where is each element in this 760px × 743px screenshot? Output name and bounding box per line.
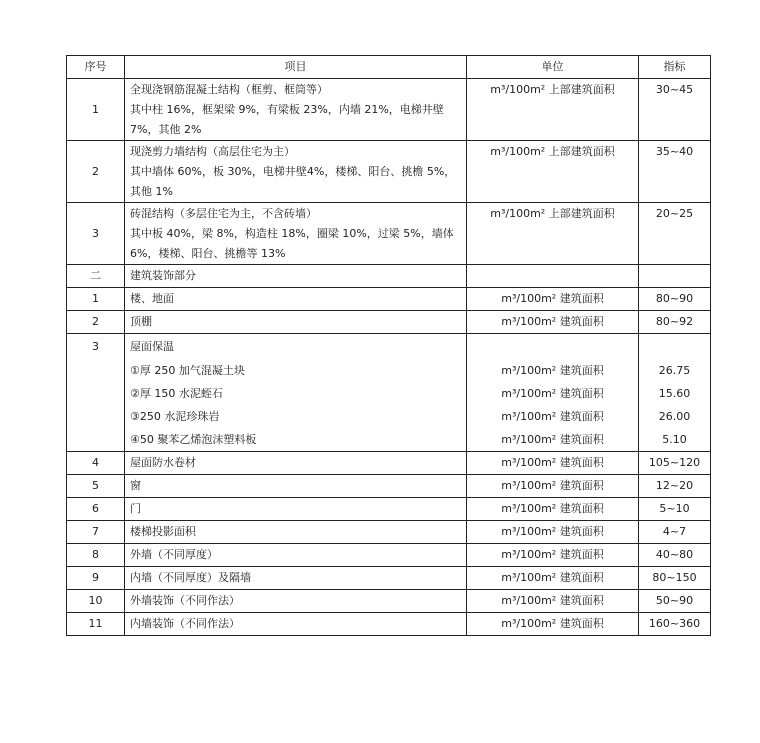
table-row [67, 475, 711, 498]
row-value: 80~90 [639, 288, 711, 311]
header-item: 项目 [125, 56, 467, 79]
row-item [125, 334, 467, 452]
roof-value: 5.10 [662, 433, 687, 446]
table-row [67, 311, 711, 334]
table-row [67, 567, 711, 590]
row-num: 2 [67, 311, 125, 334]
table-row [67, 521, 711, 544]
row-num: 7 [67, 521, 125, 544]
table-row [67, 590, 711, 613]
item-line: 其中墙体 60%，板 30%，电梯井壁4%，楼梯、阳台、挑檐 5%， [130, 165, 456, 178]
row-item [125, 203, 467, 265]
row-unit [467, 334, 639, 452]
row-num: 10 [67, 590, 125, 613]
row-unit: m³/100m² 建筑面积 [467, 590, 639, 613]
item-line: 7%，其他 2% [130, 123, 202, 136]
item-line: 6%，楼梯、阳台、挑檐等 13% [130, 247, 286, 260]
roof-item: ②厚 150 水泥蛭石 [130, 387, 223, 400]
table-row [67, 498, 711, 521]
roof-unit: m³/100m² 建筑面积 [501, 410, 604, 423]
row-value: 30~45 [639, 79, 711, 141]
roof-item: ①厚 250 加气混凝土块 [130, 364, 245, 377]
row-value: 5~10 [639, 498, 711, 521]
row-num: 6 [67, 498, 125, 521]
row-value: 80~150 [639, 567, 711, 590]
section-value [639, 265, 711, 288]
table-row [67, 452, 711, 475]
table-row [67, 288, 711, 311]
row-unit: m³/100m² 建筑面积 [467, 613, 639, 636]
row-num: 5 [67, 475, 125, 498]
row-value: 35~40 [639, 141, 711, 203]
header-unit: 单位 [467, 56, 639, 79]
roof-item: ④50 聚苯乙烯泡沫塑料板 [130, 433, 257, 446]
section-label: 建筑装饰部分 [125, 265, 467, 288]
roof-title: 屋面保温 [130, 340, 174, 353]
row-unit: m³/100m² 上部建筑面积 [467, 79, 639, 141]
row-item [125, 79, 467, 141]
section-num: 二 [67, 265, 125, 288]
row-unit: m³/100m² 建筑面积 [467, 475, 639, 498]
row-unit: m³/100m² 上部建筑面积 [467, 203, 639, 265]
row-unit: m³/100m² 建筑面积 [467, 288, 639, 311]
roof-unit: m³/100m² 建筑面积 [501, 433, 604, 446]
row-unit: m³/100m² 建筑面积 [467, 311, 639, 334]
row-value: 40~80 [639, 544, 711, 567]
row-item: 内墙（不同厚度）及隔墙 [125, 567, 467, 590]
row-num: 9 [67, 567, 125, 590]
roof-value: 26.75 [658, 364, 691, 377]
row-num: 8 [67, 544, 125, 567]
roof-item: ③250 水泥珍珠岩 [130, 410, 220, 423]
row-num: 3 [67, 334, 125, 452]
table-header-row [67, 56, 711, 79]
row-value: 4~7 [639, 521, 711, 544]
row-unit: m³/100m² 建筑面积 [467, 498, 639, 521]
row-num: 3 [67, 203, 125, 265]
row-num: 4 [67, 452, 125, 475]
table-row [67, 203, 711, 265]
table-row [67, 613, 711, 636]
row-item: 楼梯投影面积 [125, 521, 467, 544]
row-item: 外墙装饰（不同作法） [125, 590, 467, 613]
item-line: 其他 1% [130, 185, 173, 198]
item-line: 其中板 40%，梁 8%，构造柱 18%，圈梁 10%，过梁 5%，墙体 [130, 227, 454, 240]
roof-unit: m³/100m² 建筑面积 [501, 364, 604, 377]
row-unit: m³/100m² 建筑面积 [467, 521, 639, 544]
row-item: 窗 [125, 475, 467, 498]
row-num: 11 [67, 613, 125, 636]
row-value: 50~90 [639, 590, 711, 613]
roof-unit: m³/100m² 建筑面积 [501, 387, 604, 400]
header-num: 序号 [67, 56, 125, 79]
row-unit: m³/100m² 上部建筑面积 [467, 141, 639, 203]
row-unit: m³/100m² 建筑面积 [467, 544, 639, 567]
table-row [67, 141, 711, 203]
row-item: 屋面防水卷材 [125, 452, 467, 475]
row-item: 顶棚 [125, 311, 467, 334]
table-row [67, 79, 711, 141]
row-num: 1 [67, 79, 125, 141]
row-num: 2 [67, 141, 125, 203]
item-line: 砖混结构（多层住宅为主，不含砖墙） [130, 207, 317, 220]
table-row-roof [67, 334, 711, 452]
item-line: 全现浇钢筋混凝土结构（框剪、框筒等） [130, 83, 328, 96]
row-value: 105~120 [639, 452, 711, 475]
item-line: 其中柱 16%，框架梁 9%，有梁板 23%，内墙 21%，电梯井壁 [130, 103, 444, 116]
header-value: 指标 [639, 56, 711, 79]
item-line: 现浇剪力墙结构（高层住宅为主） [130, 145, 295, 158]
row-item: 楼、地面 [125, 288, 467, 311]
row-value [639, 334, 711, 452]
row-unit: m³/100m² 建筑面积 [467, 567, 639, 590]
row-item: 内墙装饰（不同作法） [125, 613, 467, 636]
row-value: 160~360 [639, 613, 711, 636]
section-unit [467, 265, 639, 288]
row-item: 外墙（不同厚度） [125, 544, 467, 567]
row-value: 80~92 [639, 311, 711, 334]
row-unit: m³/100m² 建筑面积 [467, 452, 639, 475]
indicator-table [66, 55, 711, 636]
row-item: 门 [125, 498, 467, 521]
row-value: 20~25 [639, 203, 711, 265]
row-value: 12~20 [639, 475, 711, 498]
row-item [125, 141, 467, 203]
roof-value: 15.60 [658, 387, 691, 400]
section-row [67, 265, 711, 288]
table-row [67, 544, 711, 567]
roof-value: 26.00 [658, 410, 691, 423]
row-num: 1 [67, 288, 125, 311]
